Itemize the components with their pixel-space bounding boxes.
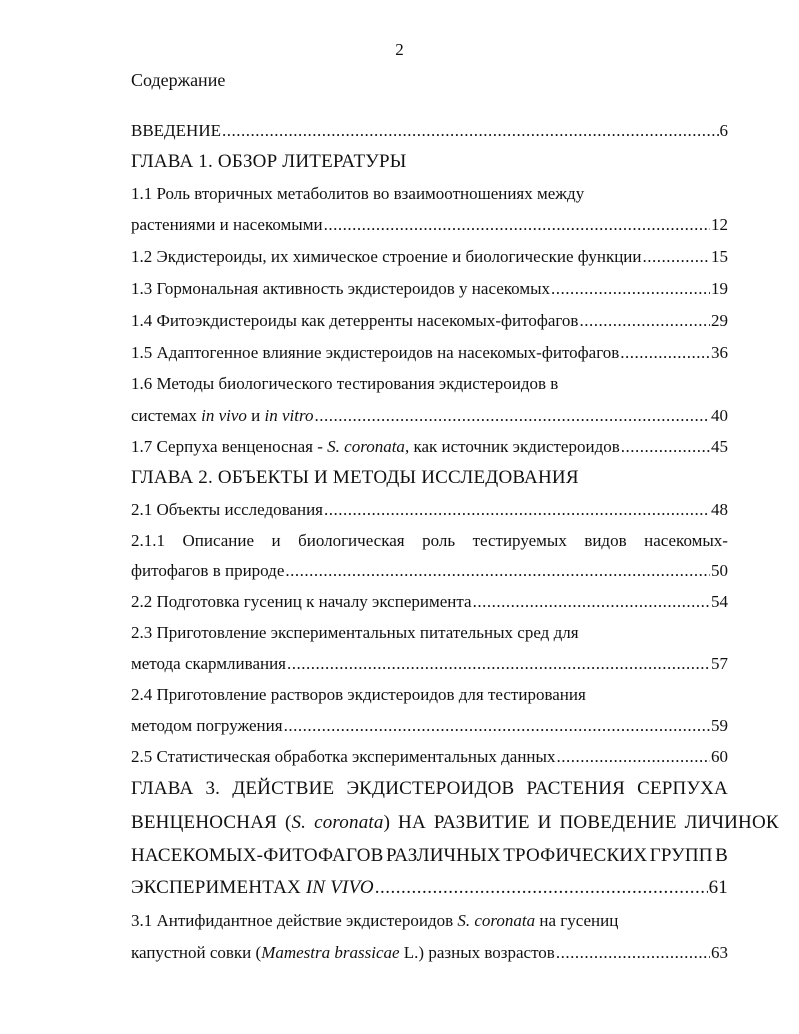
toc-entry-title: 1.4 Фитоэкдистероиды как детерренты насекомых-фитофагов	[131, 311, 579, 330]
toc-heading: Содержание	[131, 70, 226, 90]
toc-entry-1-4	[131, 310, 728, 332]
toc-entry-title: 2.2 Подготовка гусениц к началу эксперимента	[131, 592, 472, 611]
toc-entry-page: 6	[719, 121, 728, 140]
toc-entry-title: 1.2 Экдистероиды, их химическое строение и биологические функции	[131, 247, 642, 266]
word: 2.1.1	[131, 531, 165, 550]
toc-entry-2-1	[131, 499, 728, 521]
dot-leader	[643, 246, 711, 268]
toc-entry-page: 54	[711, 592, 728, 611]
toc-chapter-2: ГЛАВА 2. ОБЪЕКТЫ И МЕТОДЫ ИССЛЕДОВАНИЯ	[131, 467, 579, 488]
dot-leader	[287, 653, 710, 675]
word: В	[715, 845, 728, 866]
word: Описание	[182, 531, 254, 550]
toc-entry-2-1-1-line1	[131, 530, 728, 552]
dot-leader	[579, 310, 710, 332]
toc-entry-1-7	[131, 436, 728, 458]
dot-leader	[314, 405, 710, 427]
dot-leader	[551, 278, 710, 300]
toc-entry-1-1	[131, 214, 728, 236]
toc-chapter-1: ГЛАВА 1. ОБЗОР ЛИТЕРАТУРЫ	[131, 151, 407, 172]
word: НАСЕКОМЫХ-ФИТОФАГОВ	[131, 845, 384, 866]
toc-entry-page: 57	[711, 654, 728, 673]
toc-entry-2-4	[131, 715, 728, 737]
text-part: 1.7 Серпуха венценосная -	[131, 437, 328, 456]
toc-entry-2-3-line1: 2.3 Приготовление экспериментальных питательных сред для	[131, 623, 579, 642]
toc-entry-title	[131, 436, 620, 458]
page-number: 2	[395, 40, 404, 59]
toc-entry-title: растениями и насекомыми	[131, 215, 323, 234]
toc-entry-page: 61	[708, 877, 728, 898]
italic-term: S. coronata	[327, 437, 405, 456]
toc-entry-title: 1.5 Адаптогенное влияние экдистероидов на насекомых-фитофагов	[131, 343, 620, 362]
text-part: ЭКСПЕРИМЕНТАХ	[131, 877, 306, 898]
toc-entry-title: фитофагов в природе	[131, 561, 285, 580]
toc-entry-page: 36	[711, 343, 728, 362]
italic-term: S. coronata	[291, 812, 384, 833]
toc-entry-1-1-line1: 1.1 Роль вторичных метаболитов во взаимоотношениях между	[131, 184, 585, 203]
toc-entry-1-6-line1: 1.6 Методы биологического тестирования экдистероидов в	[131, 374, 559, 393]
text-part: системах	[131, 406, 202, 425]
word: и	[271, 531, 281, 550]
toc-entry-page: 63	[711, 943, 728, 962]
word: роль	[422, 531, 456, 550]
text-part: ) НА РАЗВИТИЕ И ПОВЕДЕНИЕ ЛИЧИНОК	[383, 812, 779, 833]
toc-entry-page: 48	[711, 500, 728, 519]
word: СЕРПУХА	[637, 778, 728, 799]
text-part: ВЕНЦЕНОСНАЯ (	[131, 812, 292, 833]
toc-entry-title: 2.1 Объекты исследования	[131, 500, 323, 519]
word: РАЗЛИЧНЫХ	[385, 845, 501, 866]
toc-entry-page: 15	[711, 247, 728, 266]
toc-entry-title: 2.5 Статистическая обработка экспериментальных данных	[131, 747, 556, 766]
dot-leader	[621, 436, 710, 458]
toc-chapter-3-line2	[131, 812, 779, 834]
toc-entry-1-5	[131, 342, 728, 364]
toc-entry-3-1	[131, 942, 728, 964]
toc-entry-page: 50	[711, 561, 728, 580]
toc-entry-title: ВВЕДЕНИЕ	[131, 121, 221, 140]
italic-term: in vitro	[264, 406, 314, 425]
word: ТРОФИЧЕСКИХ	[503, 845, 648, 866]
toc-entry-page: 45	[711, 437, 728, 456]
word: видов	[584, 531, 627, 550]
text-part: 3.1 Антифидантное действие экдистероидов	[131, 911, 458, 930]
toc-entry-intro	[131, 120, 728, 142]
word: тестируемых	[472, 531, 567, 550]
toc-entry-title	[131, 405, 313, 427]
italic-term: in vivo	[201, 406, 247, 425]
italic-term: Mamestra brassicae	[261, 943, 400, 962]
toc-entry-page: 60	[711, 747, 728, 766]
dot-leader	[285, 560, 710, 582]
word: 3.	[205, 778, 221, 799]
toc-entry-title: метода скармливания	[131, 654, 287, 673]
toc-entry-2-4-line1: 2.4 Приготовление растворов экдистероидов для тестирования	[131, 685, 586, 704]
text-part: на гусениц	[535, 911, 619, 930]
word: ГРУПП	[649, 845, 713, 866]
italic-term: IN VIVO	[305, 877, 374, 898]
text-part: и	[246, 406, 265, 425]
italic-term: S. coronata	[457, 911, 536, 930]
toc-entry-page: 40	[711, 406, 728, 425]
dot-leader	[284, 715, 710, 737]
toc-entry-title	[131, 942, 555, 964]
dot-leader	[556, 942, 710, 964]
toc-entry-1-6	[131, 405, 728, 427]
toc-entry-2-2	[131, 591, 728, 613]
word: ДЕЙСТВИЕ	[232, 778, 335, 799]
dot-leader	[324, 214, 710, 236]
toc-entry-1-2	[131, 246, 728, 268]
toc-entry-2-5	[131, 746, 728, 768]
toc-entry-title: 1.3 Гормональная активность экдистероидов у насекомых	[131, 279, 550, 298]
toc-chapter-3-line3	[131, 845, 728, 867]
dot-leader	[324, 499, 710, 521]
word: ГЛАВА	[131, 778, 194, 799]
dot-leader	[556, 746, 710, 768]
text-part: , как источник экдистероидов	[404, 437, 620, 456]
text-part: L.) разных возрастов	[399, 943, 555, 962]
toc-entry-1-3	[131, 278, 728, 300]
word: биологическая	[298, 531, 405, 550]
toc-chapter-3-line1	[131, 778, 728, 800]
toc-entry-page: 59	[711, 716, 728, 735]
toc-entry-page: 29	[711, 311, 728, 330]
dot-leader	[375, 877, 708, 899]
toc-entry-2-1-1	[131, 560, 728, 582]
dot-leader	[473, 591, 710, 613]
dot-leader	[222, 120, 719, 142]
text-part: капустной совки (	[131, 943, 262, 962]
toc-entry-page: 12	[711, 215, 728, 234]
toc-entry-title: методом погружения	[131, 716, 283, 735]
toc-entry-3-1-line1	[131, 910, 728, 932]
word: насекомых-	[644, 531, 728, 550]
word: РАСТЕНИЯ	[526, 778, 626, 799]
toc-entry-title	[131, 877, 374, 899]
toc-entry-2-3	[131, 653, 728, 675]
toc-chapter-3	[131, 877, 728, 899]
toc-entry-page: 19	[711, 279, 728, 298]
word: ЭКДИСТЕРОИДОВ	[346, 778, 515, 799]
dot-leader	[620, 342, 710, 364]
